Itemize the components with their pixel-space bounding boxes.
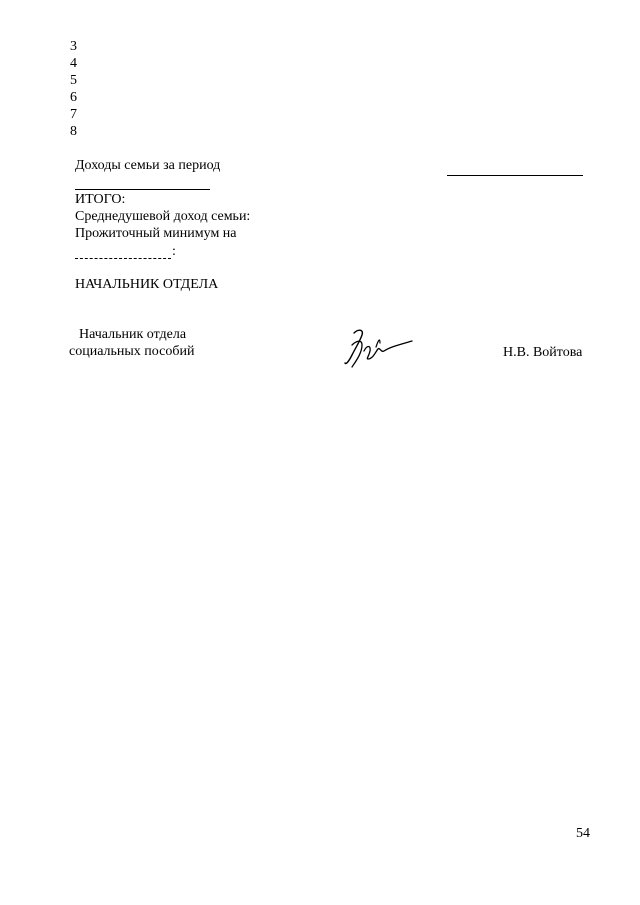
department-head-heading: НАЧАЛЬНИК ОТДЕЛА xyxy=(75,277,219,292)
list-number-6: 6 xyxy=(70,90,77,105)
handwritten-signature xyxy=(340,325,420,371)
list-number-7: 7 xyxy=(70,107,77,122)
per-capita-label: Среднедушевой доход семьи: xyxy=(75,209,251,224)
list-number-8: 8 xyxy=(70,124,77,139)
income-label: Доходы семьи за период xyxy=(75,158,221,173)
list-number-4: 4 xyxy=(70,56,77,71)
signatory-title-line2: социальных пособий xyxy=(69,344,195,359)
subsistence-label: Прожиточный минимум на xyxy=(75,226,237,241)
list-number-3: 3 xyxy=(70,39,77,54)
signatory-name: Н.В. Войтова xyxy=(503,345,583,360)
period-blank-line xyxy=(447,175,583,176)
subsistence-colon: : xyxy=(172,244,176,259)
signatory-title-line1: Начальник отдела xyxy=(79,327,187,342)
total-label: ИТОГО: xyxy=(75,192,126,207)
list-number-5: 5 xyxy=(70,73,77,88)
income-blank-line xyxy=(75,189,210,190)
page-number: 54 xyxy=(576,826,590,841)
subsistence-blank-line xyxy=(75,258,171,259)
